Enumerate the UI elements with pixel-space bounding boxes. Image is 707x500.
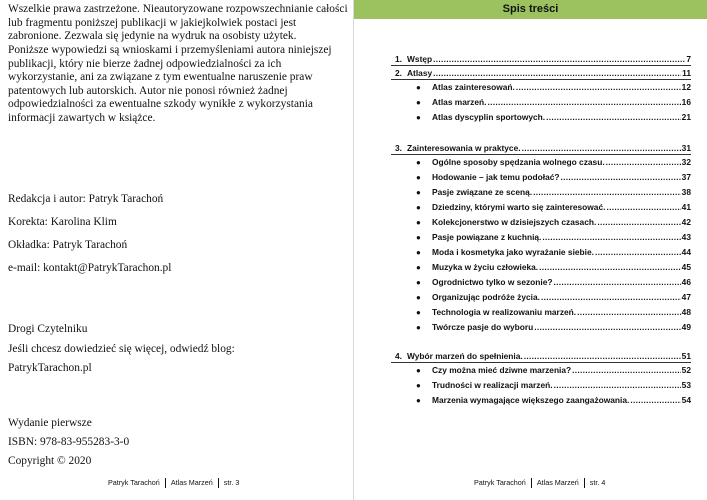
toc-item-title: Atlas dyscyplin sportowych. <box>432 112 546 122</box>
bullet-icon: ● <box>416 278 421 287</box>
footer-author: Patryk Tarachoń <box>474 478 526 487</box>
toc-section-title: Atlasy <box>407 68 433 78</box>
toc-leader <box>546 112 681 123</box>
footer-separator <box>218 478 219 488</box>
toc-leader <box>595 247 681 258</box>
toc-item-title: Pasje związane ze sceną. <box>432 187 533 197</box>
toc-leader <box>554 277 681 288</box>
toc-leader <box>542 232 680 243</box>
toc-item[interactable] <box>414 365 691 376</box>
toc-page-number: 52 <box>681 365 691 375</box>
edition: Wydanie pierwsze <box>8 417 92 429</box>
toc-item-title: Ogrodnictwo tylko w sezonie? <box>432 277 553 287</box>
section-rule <box>391 65 691 66</box>
toc-item[interactable] <box>414 157 691 168</box>
toc-page-number: 48 <box>681 307 691 317</box>
bullet-icon: ● <box>416 381 421 390</box>
toc-leader <box>572 365 681 376</box>
toc-item-title: Atlas marzeń. <box>432 97 487 107</box>
toc-leader <box>561 172 681 183</box>
page-footer <box>108 478 239 488</box>
toc-leader <box>524 351 681 362</box>
toc-leader <box>597 217 680 228</box>
toc-item[interactable] <box>414 202 691 213</box>
bullet-icon: ● <box>416 293 421 302</box>
footer-title: Atlas Marzeń <box>170 478 213 487</box>
toc-item[interactable] <box>414 232 691 243</box>
bullet-icon: ● <box>416 98 421 107</box>
toc-section-number: 4. <box>395 351 402 361</box>
toc-section-title: Wstęp <box>407 54 433 64</box>
toc-item[interactable] <box>414 395 691 406</box>
bullet-icon: ● <box>416 188 421 197</box>
toc-leader <box>630 395 680 406</box>
left-page <box>0 0 353 500</box>
reader-note: Jeśli chcesz dowiedzieć się więcej, odwiedź blog: <box>8 343 235 355</box>
footer-page-number: str. 4 <box>589 478 606 487</box>
credit-editor: Redakcja i autor: Patryk Tarachoń <box>8 193 164 205</box>
toc-leader <box>433 68 681 79</box>
footer-title: Atlas Marzeń <box>536 478 579 487</box>
disclaimer: Poniższe wypowiedzi są wnioskami i przemyśleniami autora niniejszej publikacji, który nie bierze żadnej odpowiedzialności za ich wykorzystanie, ani za związane z tym ewentualne naruszenie praw patentowych lub autorskich. Autor nie ponosi również żadnej odpowiedzialności za ewentualne szkody wynikłe z wykorzystania informacji zawartych w książce. <box>8 44 332 124</box>
toc-item[interactable] <box>414 172 691 183</box>
toc-item[interactable] <box>414 307 691 318</box>
toc-leader <box>539 262 681 273</box>
right-page <box>354 0 707 500</box>
toc-item-title: Marzenia wymagające większego zaangażowania. <box>432 395 630 405</box>
bullet-icon: ● <box>416 173 421 182</box>
toc-item-title: Hodowanie – jak temu podołać? <box>432 172 560 182</box>
toc-item-title: Trudności w realizacji marzeń. <box>432 380 553 390</box>
bullet-icon: ● <box>416 308 421 317</box>
toc-page-number: 37 <box>681 172 691 182</box>
toc-section-1[interactable] <box>395 54 691 65</box>
toc-item[interactable] <box>414 247 691 258</box>
toc-section-number: 3. <box>395 143 402 153</box>
credit-email: e-mail: kontakt@PatrykTarachon.pl <box>8 262 172 274</box>
reader-greeting: Drogi Czytelniku <box>8 323 88 335</box>
bullet-icon: ● <box>416 396 421 405</box>
bullet-icon: ● <box>416 203 421 212</box>
toc-page-number: 53 <box>681 380 691 390</box>
bullet-icon: ● <box>416 83 421 92</box>
toc-page-number: 38 <box>681 187 691 197</box>
blog-link: PatrykTarachon.pl <box>8 362 92 374</box>
footer-page-number: str. 3 <box>223 478 240 487</box>
toc-item-title: Moda i kosmetyka jako wyrażanie siebie. <box>432 247 594 257</box>
toc-section-4[interactable] <box>395 351 691 362</box>
toc-page-number: 46 <box>681 277 691 287</box>
isbn: ISBN: 978-83-955283-3-0 <box>8 436 130 448</box>
toc-page-number: 49 <box>681 322 691 332</box>
toc-item[interactable] <box>414 217 691 228</box>
toc-leader <box>606 157 681 168</box>
toc-header: Spis treści <box>354 0 707 19</box>
toc-item-title: Kolekcjonerstwo w dzisiejszych czasach. <box>432 217 597 227</box>
toc-leader <box>606 202 680 213</box>
toc-item[interactable] <box>414 380 691 391</box>
toc-page-number: 45 <box>681 262 691 272</box>
toc-item-title: Organizując podróże życia. <box>432 292 540 302</box>
toc-item[interactable] <box>414 187 691 198</box>
toc-item[interactable] <box>414 277 691 288</box>
toc-section-number: 2. <box>395 68 402 78</box>
toc-item-title: Twórcze pasje do wyboru <box>432 322 534 332</box>
toc-item[interactable] <box>414 322 691 333</box>
toc-leader <box>533 187 681 198</box>
toc-leader <box>522 143 681 154</box>
bullet-icon: ● <box>416 323 421 332</box>
toc-page-number: 51 <box>681 351 691 361</box>
toc-page-number: 41 <box>681 202 691 212</box>
copyright: Copyright © 2020 <box>8 455 92 467</box>
toc-page-number: 54 <box>681 395 691 405</box>
credit-proofreading: Korekta: Karolina Klim <box>8 216 117 228</box>
toc-section-number: 1. <box>395 54 402 64</box>
section-rule <box>391 362 691 363</box>
footer-separator <box>165 478 166 488</box>
toc-leader <box>577 307 681 318</box>
toc-leader <box>534 322 680 333</box>
section-rule <box>391 154 691 155</box>
toc-item-title: Atlas zainteresowań. <box>432 82 515 92</box>
toc-leader <box>541 292 681 303</box>
toc-section-title: Zainteresowania w praktyce. <box>407 143 521 153</box>
toc-item-title: Czy można mieć dziwne marzenia? <box>432 365 572 375</box>
footer-separator <box>531 478 532 488</box>
toc-item[interactable] <box>414 82 691 93</box>
toc-section-3[interactable] <box>395 143 691 154</box>
toc-page-number: 7 <box>686 54 691 64</box>
toc-item[interactable] <box>414 262 691 273</box>
credit-cover: Okładka: Patryk Tarachoń <box>8 239 128 251</box>
toc-page-number: 11 <box>682 68 691 78</box>
bullet-icon: ● <box>416 263 421 272</box>
toc-item-title: Technologia w realizowaniu marzeń. <box>432 307 577 317</box>
toc-item[interactable] <box>414 112 691 123</box>
toc-page-number: 12 <box>681 82 691 92</box>
toc-item[interactable] <box>414 292 691 303</box>
bullet-icon: ● <box>416 233 421 242</box>
toc-leader <box>433 54 685 65</box>
bullet-icon: ● <box>416 158 421 167</box>
toc-page-number: 43 <box>681 232 691 242</box>
toc-page-number: 47 <box>681 292 691 302</box>
bullet-icon: ● <box>416 113 421 122</box>
toc-page-number: 16 <box>681 97 691 107</box>
page-footer <box>474 478 605 488</box>
section-rule <box>391 79 691 80</box>
toc-page-number: 21 <box>681 112 691 122</box>
toc-section-title: Wybór marzeń do spełnienia. <box>407 351 523 361</box>
toc-page-number: 31 <box>681 143 691 153</box>
toc-leader <box>554 380 681 391</box>
toc-section-2[interactable] <box>395 68 691 79</box>
toc-item-title: Muzyka w życiu człowieka. <box>432 262 539 272</box>
toc-item-title: Dziedziny, którymi warto się zainteresować. <box>432 202 606 212</box>
toc-page-number: 44 <box>681 247 691 257</box>
footer-author: Patryk Tarachoń <box>108 478 160 487</box>
rights-notice: Wszelkie prawa zastrzeżone. Nieautoryzowane rozpowszechnianie całości lub fragmentu poniższej publikacji w jakiejkolwiek postaci jest zabronione. Zezwala się jedynie na wydruk na osobisty użytek. <box>8 3 348 43</box>
bullet-icon: ● <box>416 366 421 375</box>
toc-leader <box>487 97 680 108</box>
toc-item-title: Pasje powiązane z kuchnią. <box>432 232 542 242</box>
toc-item-title: Ogólne sposoby spędzania wolnego czasu. <box>432 157 605 167</box>
toc-page-number: 42 <box>681 217 691 227</box>
bullet-icon: ● <box>416 218 421 227</box>
bullet-icon: ● <box>416 248 421 257</box>
toc-page-number: 32 <box>681 157 691 167</box>
footer-separator <box>584 478 585 488</box>
toc-leader <box>516 82 681 93</box>
toc-item[interactable] <box>414 97 691 108</box>
